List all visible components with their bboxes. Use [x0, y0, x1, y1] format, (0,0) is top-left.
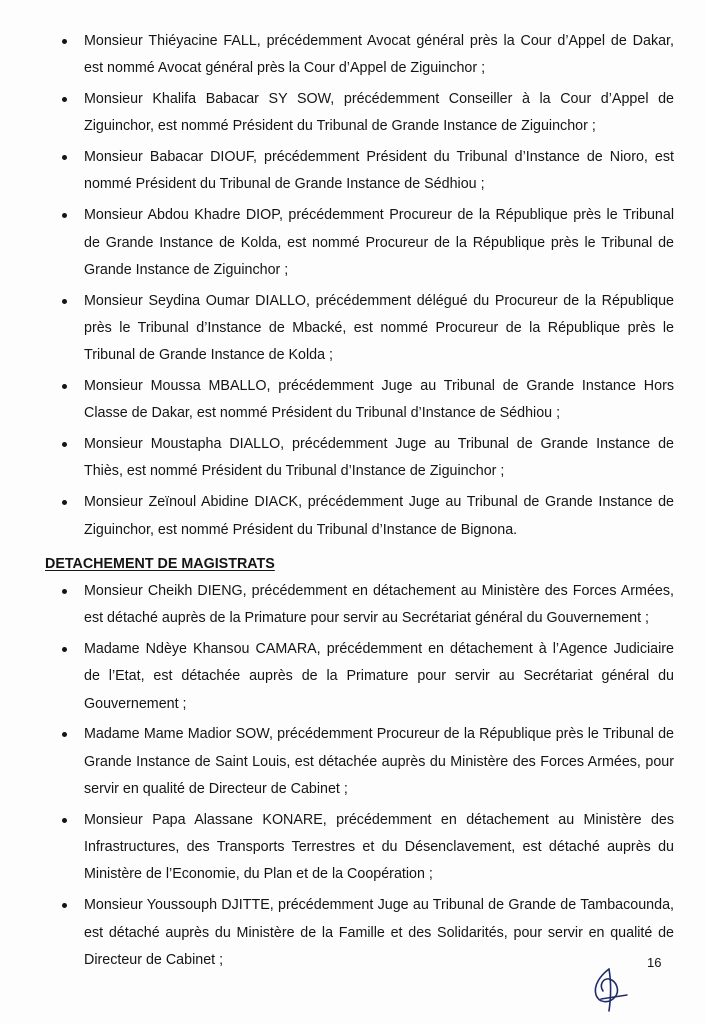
list-item-text: Monsieur Babacar DIOUF, précédemment Président du Tribunal d’Instance de Nioro, est nommé Président du Tribunal de Grande Instance de Sédhiou ; — [84, 149, 674, 193]
bullet-dot-icon — [62, 384, 67, 389]
section-title-detachement: DETACHEMENT DE MAGISTRATS — [45, 556, 275, 572]
list-item-text: Monsieur Moustapha DIALLO, précédemment Juge au Tribunal de Grande Instance de Thiès, est nommé Président du Tribunal d’Instance de Ziguinchor ; — [84, 436, 674, 480]
list-item-text: Monsieur Zeïnoul Abidine DIACK, précédemment Juge au Tribunal de Grande Instance de Ziguinchor, est nommé Président du Tribunal d’Instance de Bignona. — [84, 494, 674, 538]
list-item — [56, 721, 674, 803]
list-item-text: Monsieur Youssouph DJITTE, précédemment Juge au Tribunal de Grande de Tambacounda, est détaché auprès du Ministère de la Famille et des Solidarités, pour servir en qualité de Directeur de Cabinet ; — [84, 897, 674, 968]
bullet-dot-icon — [62, 818, 67, 823]
list-item-text: Monsieur Seydina Oumar DIALLO, précédemment délégué du Procureur de la République près le Tribunal d’Instance de Mbacké, est nommé Procureur de la République près le Tribunal de Grande Instance de Kolda ; — [84, 292, 674, 364]
bullet-dot-icon — [62, 97, 67, 102]
bullet-dot-icon — [62, 442, 67, 447]
list-item — [56, 807, 674, 889]
nominations-list — [56, 28, 674, 547]
bullet-dot-icon — [62, 39, 67, 44]
list-item-text: Madame Mame Madior SOW, précédemment Procureur de la République près le Tribunal de Grande Instance de Saint Louis, est détachée auprès du Ministère des Forces Armées, pour servir en qualité de Directeur de Cabinet ; — [84, 726, 674, 798]
bullet-dot-icon — [62, 500, 67, 505]
bullet-dot-icon — [62, 903, 67, 908]
list-item — [56, 373, 674, 428]
bullet-dot-icon — [62, 732, 67, 737]
list-item — [56, 288, 674, 370]
page-number: 16 — [647, 955, 662, 970]
list-item — [56, 489, 674, 544]
detachements-list — [56, 578, 674, 978]
list-item — [56, 892, 674, 974]
list-item — [56, 86, 674, 141]
list-item-text: Monsieur Khalifa Babacar SY SOW, précédemment Conseiller à la Cour d’Appel de Ziguinchor, est nommé Président du Tribunal de Grande Instance de Ziguinchor ; — [84, 91, 674, 135]
bullet-dot-icon — [62, 589, 67, 594]
bullet-dot-icon — [62, 213, 67, 218]
list-item — [56, 578, 674, 633]
list-item — [56, 28, 674, 83]
bullet-dot-icon — [62, 299, 67, 304]
list-item-text: Monsieur Abdou Khadre DIOP, précédemment Procureur de la République près le Tribunal de Grande Instance de Kolda, est nommé Procureur de la République près le Tribunal de Grande Instance de Ziguinchor ; — [84, 207, 674, 278]
list-item-text: Monsieur Cheikh DIENG, précédemment en détachement au Ministère des Forces Armées, est détaché auprès de la Primature pour servir au Secrétariat général du Gouvernement ; — [84, 583, 674, 627]
list-item-text: Madame Ndèye Khansou CAMARA, précédemment en détachement à l’Agence Judiciaire de l’Etat, est détachée auprès de la Primature pour servir au Secrétariat général du Gouvernement ; — [84, 641, 674, 712]
bullet-dot-icon — [62, 647, 67, 652]
list-item-text: Monsieur Papa Alassane KONARE, précédemment en détachement au Ministère des Infrastructures, des Transports Terrestres et du Désenclavement, est détaché auprès du Ministère de l’Economie, du Plan et de la Coopération ; — [84, 811, 674, 883]
list-item — [56, 202, 674, 284]
bullet-dot-icon — [62, 155, 67, 160]
list-item — [56, 144, 674, 199]
list-item — [56, 636, 674, 718]
handwritten-initials-icon — [587, 965, 633, 1015]
list-item — [56, 431, 674, 486]
list-item-text: Monsieur Moussa MBALLO, précédemment Juge au Tribunal de Grande Instance Hors Classe de Dakar, est nommé Président du Tribunal d’Instance de Sédhiou ; — [84, 378, 674, 422]
list-item-text: Monsieur Thiéyacine FALL, précédemment Avocat général près la Cour d’Appel de Dakar, est nommé Avocat général près la Cour d’Appel de Ziguinchor ; — [84, 33, 674, 77]
